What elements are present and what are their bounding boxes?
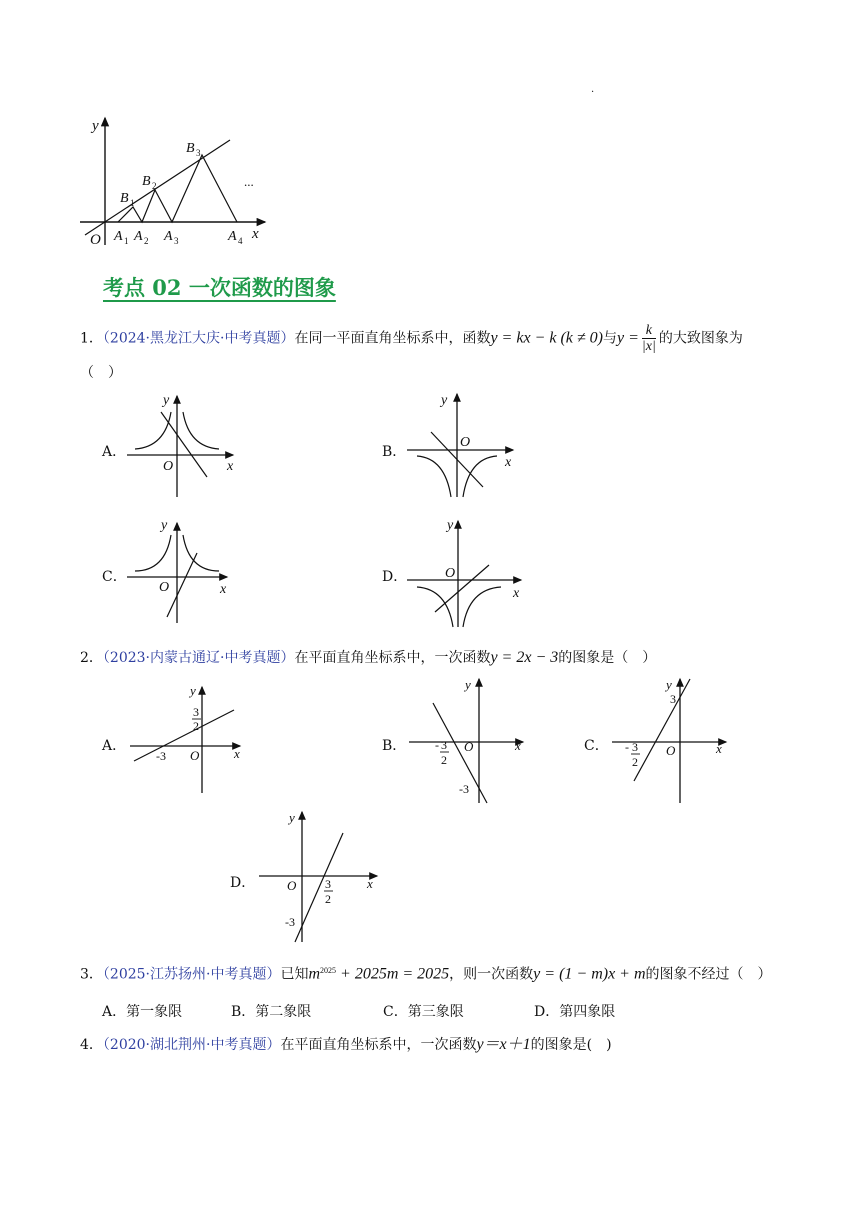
- svg-text:2: 2: [325, 892, 331, 906]
- ellipsis: ...: [244, 174, 254, 189]
- a2-label: A: [134, 229, 143, 244]
- svg-text:3: 3: [632, 740, 638, 754]
- q2-option-d-label[interactable]: D．: [230, 875, 256, 891]
- q1-graph-a[interactable]: [125, 392, 240, 502]
- svg-text:3: 3: [193, 705, 199, 719]
- y-label: y: [92, 118, 99, 134]
- answer-paren-1: （ ）: [80, 365, 122, 381]
- q2-option-a-label[interactable]: A．: [102, 738, 127, 754]
- b2-label: B: [142, 174, 151, 189]
- q3-choice-b[interactable]: B．第二象限: [231, 1004, 312, 1020]
- svg-text:y: y: [289, 810, 295, 825]
- svg-text:3: 3: [174, 236, 179, 246]
- svg-text:2: 2: [152, 181, 157, 191]
- question-source: （2020·湖北荆州·中考真题）: [102, 1037, 281, 1053]
- question-2: 2．（2023·内蒙古通辽·中考真题）在平面直角坐标系中，一次函数y = 2x − 3的图象是（ ）: [80, 649, 657, 666]
- svg-text:2: 2: [193, 719, 199, 733]
- svg-text:y: y: [666, 677, 672, 692]
- a4-label: A: [228, 229, 237, 244]
- svg-text:O: O: [163, 459, 174, 474]
- b1-label: B: [120, 191, 129, 206]
- svg-text:3: 3: [196, 148, 201, 158]
- svg-text:-3: -3: [459, 782, 469, 796]
- a3-label: A: [164, 229, 173, 244]
- svg-text:y: y: [190, 683, 196, 698]
- q2-graph-d[interactable]: [255, 808, 385, 948]
- b3-label: B: [186, 141, 195, 156]
- question-source: （2023·内蒙古通辽·中考真题）: [102, 650, 295, 666]
- q2-graph-a[interactable]: [128, 683, 253, 798]
- svg-text:O: O: [666, 743, 676, 758]
- section-title: 考点 02 一次函数的图象: [103, 275, 336, 300]
- svg-text:x: x: [367, 876, 373, 891]
- svg-text:y: y: [441, 393, 448, 408]
- svg-text:x: x: [513, 586, 520, 601]
- svg-text:-3: -3: [285, 915, 295, 929]
- svg-text:-3: -3: [156, 749, 166, 763]
- svg-text:O: O: [159, 580, 170, 595]
- svg-text:4: 4: [238, 236, 243, 246]
- q2-graph-b[interactable]: [405, 675, 530, 807]
- q2-graph-c[interactable]: [608, 675, 733, 807]
- q1-graph-c[interactable]: [125, 517, 240, 627]
- svg-text:x: x: [515, 738, 521, 753]
- svg-text:2: 2: [144, 236, 149, 246]
- q2-option-b-label[interactable]: B．: [382, 738, 407, 754]
- svg-text:O: O: [464, 739, 474, 754]
- svg-text:O: O: [190, 748, 200, 763]
- svg-text:1: 1: [124, 236, 129, 246]
- svg-text:3: 3: [670, 692, 676, 706]
- stray-dot: .: [591, 84, 595, 95]
- q3-choice-d[interactable]: D．第四象限: [534, 1004, 616, 1020]
- q3-choice-c[interactable]: C．第三象限: [383, 1004, 464, 1020]
- x-label: x: [252, 226, 259, 242]
- question-source: （2024·黑龙江大庆·中考真题）: [102, 330, 295, 347]
- sequence-figure: [70, 110, 280, 250]
- svg-text:2: 2: [632, 755, 638, 769]
- ray-line: [85, 140, 230, 235]
- question-1: 1．（2024·黑龙江大庆·中考真题）在同一平面直角坐标系中，函数y = kx − k (k ≠ 0)与y = $\frac{k}{|x|}$ 的大致图象为: [80, 323, 743, 354]
- q3-choice-a[interactable]: A．第一象限: [102, 1004, 183, 1020]
- question-source: （2025·江苏扬州·中考真题）: [102, 966, 281, 983]
- svg-text:O: O: [460, 435, 471, 450]
- svg-text:y: y: [465, 677, 471, 692]
- svg-text:3: 3: [441, 738, 447, 752]
- svg-text:1: 1: [130, 198, 135, 208]
- q1-graph-b[interactable]: [405, 392, 520, 502]
- svg-text:x: x: [220, 582, 227, 597]
- origin-label: O: [90, 232, 101, 248]
- zigzag: [118, 155, 237, 222]
- svg-text:y: y: [163, 393, 170, 408]
- option-d-label[interactable]: D．: [382, 569, 408, 585]
- question-3: 3．（2025·江苏扬州·中考真题）已知$m^{2025} + 2025m = 2025$，则一次函数y = (1 − m)x + m的图象不经过（ ）: [80, 965, 772, 983]
- svg-text:-: -: [435, 738, 439, 752]
- svg-text:x: x: [234, 746, 240, 761]
- svg-text:-: -: [625, 740, 629, 754]
- svg-text:x: x: [716, 741, 722, 756]
- option-a-label[interactable]: A．: [102, 444, 127, 460]
- svg-text:O: O: [445, 566, 456, 581]
- svg-text:3: 3: [325, 877, 331, 891]
- question-4: 4．（2020·湖北荆州·中考真题）在平面直角坐标系中，一次函数y＝x＋1的图象是( ): [80, 1036, 612, 1053]
- q1-graph-d[interactable]: [405, 517, 530, 629]
- option-c-label[interactable]: C．: [102, 569, 127, 585]
- q2-option-c-label[interactable]: C．: [584, 738, 609, 754]
- svg-text:O: O: [287, 878, 297, 893]
- svg-text:y: y: [161, 518, 168, 533]
- a1-label: A: [114, 229, 123, 244]
- svg-text:x: x: [227, 459, 234, 474]
- svg-text:2: 2: [441, 753, 447, 767]
- svg-text:y: y: [447, 518, 454, 533]
- option-b-label[interactable]: B．: [382, 444, 407, 460]
- svg-text:x: x: [505, 455, 512, 470]
- fraction: $\frac{k}{|x|}$: [641, 323, 656, 354]
